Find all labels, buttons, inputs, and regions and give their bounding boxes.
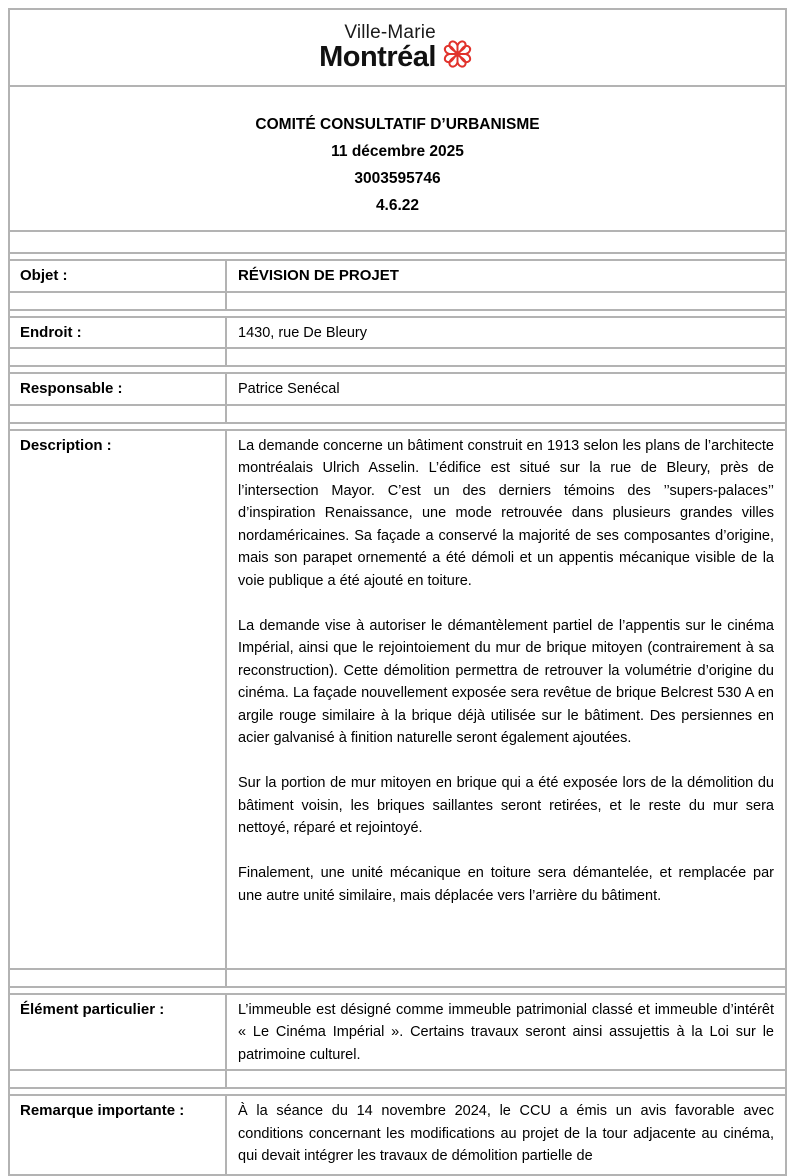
field-block-description (10, 429, 785, 988)
field-block-objet (10, 259, 785, 311)
field-label-endroit: Endroit : (10, 318, 227, 348)
spacer-row (10, 232, 785, 254)
meeting-date: 11 décembre 2025 (331, 143, 464, 160)
field-label-description: Description : (10, 431, 227, 968)
spacer-row (10, 293, 785, 309)
file-number: 3003595746 (354, 170, 441, 187)
agenda-item-number: 4.6.22 (375, 197, 420, 214)
description-paragraph: Finalement, une unité mécanique en toiture sera démantelée, et remplacée par une autre unité similaire, mais déplacée vers l’arrière du bâtiment. (238, 865, 774, 904)
field-block-endroit (10, 316, 785, 368)
spacer-row (10, 349, 785, 365)
city-label: Montréal (319, 41, 436, 73)
field-block-remarque-importante (10, 1094, 785, 1176)
field-value-endroit: 1430, rue De Bleury (238, 324, 367, 341)
spacer-row (10, 406, 785, 422)
field-label-responsable: Responsable : (10, 374, 227, 404)
field-label-objet: Objet : (10, 261, 227, 291)
header-logo (319, 23, 476, 72)
field-block-responsable (10, 372, 785, 424)
committee-title: COMITÉ CONSULTATIF D’URBANISME (255, 116, 540, 133)
spacer-row (10, 1071, 785, 1087)
header (10, 10, 785, 87)
montreal-rosette-icon (439, 37, 476, 71)
field-label-remarque-importante: Remarque importante : (10, 1096, 227, 1174)
field-label-element-particulier: Élément particulier : (10, 995, 227, 1070)
field-block-element-particulier (10, 993, 785, 1090)
description-paragraph: La demande vise à autoriser le démantèlement partiel de l’appentis sur le cinéma Impérial, ainsi que le rejointoiement du mur de brique mitoyen (contrairement à sa reconstruction). Cette démolition permettra de retrouver la volumétrie d’origine du cinéma. La façade nouvellement exposée sera revêtue de brique Belcrest 530 A en argile rouge similaire à la brique déjà utilisée sur le bâtiment. Des persiennes en acier galvanisé à finition naturelle seront également ajoutées. (238, 617, 774, 746)
field-value-element-particulier (227, 995, 785, 1070)
remarque-paragraph: À la séance du 14 novembre 2024, le CCU a émis un avis favorable avec conditions concernant les modifications au projet de la tour adjacente au cinéma, qui devait intégrer les travaux de démolition partielle de (238, 1103, 774, 1164)
description-paragraph: La demande concerne un bâtiment construit en 1913 selon les plans de l’architecte montréalais Ulrich Asselin. L’édifice est situé sur la rue de Bleury, près de l’intersection Mayor. C’est un des derniers témoins des ’’supers-palaces’’ d’inspiration Renaissance, une mode retrouvée dans plusieurs grandes villes nordaméricaines. Sa façade a conservé la majorité de ses composantes d’origine, mais son parapet ornementé a été démoli et un appentis mécanique visible de la voie publique a été ajouté en toiture. (238, 437, 774, 589)
field-value-responsable: Patrice Senécal (238, 381, 340, 397)
document-page (8, 8, 787, 1176)
region-label: Ville-Marie (344, 22, 436, 43)
field-value-remarque-importante (227, 1096, 785, 1174)
spacer-row (10, 970, 785, 986)
field-value-description (227, 431, 785, 968)
title-block (10, 87, 785, 232)
description-paragraph: Sur la portion de mur mitoyen en brique qui a été exposée lors de la démolition du bâtiment voisin, les briques saillantes seront retirées, et le reste du mur sera nettoyé, réparé et rejointoyé. (238, 775, 774, 836)
element-paragraph: L’immeuble est désigné comme immeuble patrimonial classé et immeuble d’intérêt « Le Cinéma Impérial ». Certains travaux seront ainsi assujettis à la Loi sur le patrimoine culturel. (238, 1001, 774, 1063)
logo-text (319, 23, 436, 72)
field-value-objet: RÉVISION DE PROJET (238, 267, 399, 284)
